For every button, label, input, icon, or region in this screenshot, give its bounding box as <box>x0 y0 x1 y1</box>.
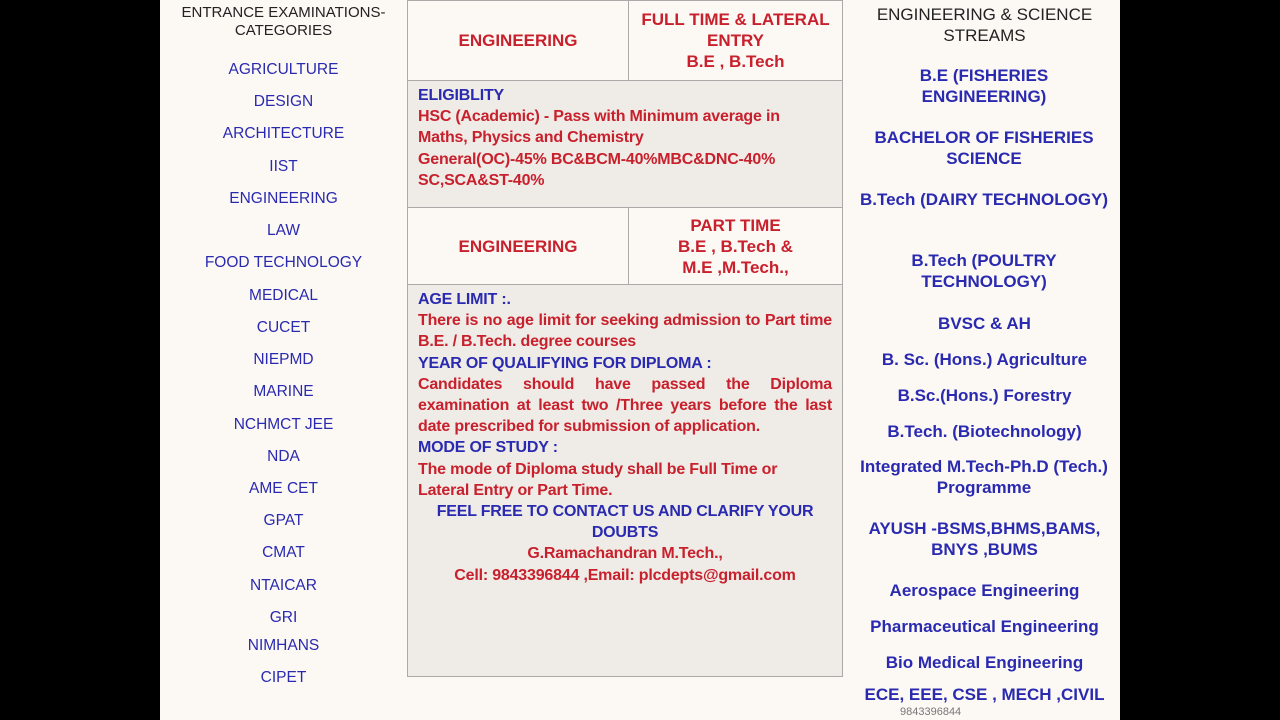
eligibility-block <box>407 80 843 208</box>
exam-category-item: AGRICULTURE <box>228 61 339 78</box>
age-limit-text: There is no age limit for seeking admission to Part time B.E. / B.Tech. degree courses <box>418 312 832 351</box>
streams-header: ENGINEERING & SCIENCE STREAMS <box>876 5 1093 45</box>
entrance-exam-header: ENTRANCE EXAMINATIONS-CATEGORIES <box>181 4 386 39</box>
stream-item: B.Tech (POULTRY TECHNOLOGY) <box>911 251 1057 291</box>
mode-text: The mode of Diploma study shall be Full Time or Lateral Entry or Part Time. <box>418 460 778 499</box>
exam-category-item: DESIGN <box>253 93 314 110</box>
exam-category-item: FOOD TECHNOLOGY <box>204 254 363 271</box>
exam-category-item: CMAT <box>262 544 305 561</box>
year-text: Candidates should have passed the Diploma examination at least two /Three years before the last date prescribed for submission of application. <box>418 375 832 436</box>
exam-category-item: NIEPMD <box>253 351 314 368</box>
exam-category-item: ENGINEERING <box>229 190 338 207</box>
exam-category-item: NTAICAR <box>250 577 317 594</box>
entrance-exam-column <box>160 0 407 720</box>
stream-item: B.Sc.(Hons.) Forestry <box>897 386 1072 405</box>
row2-mode <box>628 207 843 285</box>
stream-item: AYUSH -BSMS,BHMS,BAMS, BNYS ,BUMS <box>868 519 1101 559</box>
stream-item: B.Tech (DAIRY TECHNOLOGY) <box>859 190 1109 209</box>
exam-category-item: NDA <box>267 448 300 465</box>
eligibility-title: ELIGIBLITY <box>418 87 505 104</box>
part-time-title: PART TIME <box>690 215 781 235</box>
age-limit-title: AGE LIMIT :. <box>418 291 511 308</box>
contact-info[interactable]: Cell: 9843396844 ,Email: plcdepts@gmail.com <box>454 566 796 584</box>
part-time-degrees-2: M.E ,M.Tech., <box>682 257 789 277</box>
full-time-degrees: B.E , B.Tech <box>686 52 785 71</box>
stream-item: B. Sc. (Hons.) Agriculture <box>881 350 1088 369</box>
exam-category-item: MARINE <box>253 383 314 400</box>
mode-title: MODE OF STUDY : <box>418 439 558 457</box>
stream-item: Pharmaceutical Engineering <box>870 617 1099 636</box>
streams-column <box>843 0 1120 720</box>
exam-category-item: LAW <box>266 222 300 239</box>
row2-course: ENGINEERING <box>407 207 629 285</box>
row1-course: ENGINEERING <box>407 0 629 81</box>
contact-title: FEEL FREE TO CONTACT US AND CLARIFY YOUR DOUBTS <box>436 503 814 542</box>
exam-category-item: MEDICAL <box>249 287 318 304</box>
details-block <box>407 284 843 677</box>
stream-item: BVSC & AH <box>938 314 1031 333</box>
exam-category-item: NCHMCT JEE <box>233 416 334 433</box>
stream-item: B.E (FISHERIES ENGINEERING) <box>919 66 1049 106</box>
stream-item: Bio Medical Engineering <box>885 653 1084 672</box>
exam-category-item: GPAT <box>263 512 304 529</box>
exam-category-item: ARCHITECTURE <box>222 125 345 142</box>
stream-item: Integrated M.Tech-Ph.D (Tech.) Programme <box>860 457 1108 497</box>
exam-category-item: CIPET <box>260 669 307 686</box>
eligibility-quota: General(OC)-45% BC&BCM-40%MBC&DNC-40% SC,SCA&ST-40% <box>418 150 776 189</box>
stream-item: Aerospace Engineering <box>889 581 1080 600</box>
full-time-title: FULL TIME & LATERAL ENTRY <box>641 10 830 50</box>
contact-name: G.Ramachandran M.Tech., <box>527 545 723 563</box>
slide <box>160 0 1120 720</box>
engineering-table <box>407 0 843 720</box>
exam-category-item: AME CET <box>249 480 318 497</box>
stream-item: BACHELOR OF FISHERIES SCIENCE <box>874 128 1094 168</box>
eligibility-text: HSC (Academic) - Pass with Minimum average in Maths, Physics and Chemistry <box>418 108 780 147</box>
stream-item: ECE, EEE, CSE , MECH ,CIVIL <box>864 685 1105 704</box>
exam-category-item: CUCET <box>256 319 311 336</box>
part-time-degrees-1: B.E , B.Tech & <box>678 236 793 256</box>
stream-item: B.Tech. (Biotechnology) <box>887 422 1082 441</box>
exam-category-item: NIMHANS <box>247 637 320 654</box>
watermark: 9843396844 <box>900 706 962 718</box>
exam-category-item: GRI <box>269 609 298 626</box>
row1-mode <box>628 0 843 81</box>
year-title: YEAR OF QUALIFYING FOR DIPLOMA : <box>418 354 712 372</box>
exam-category-item: IIST <box>269 158 298 175</box>
